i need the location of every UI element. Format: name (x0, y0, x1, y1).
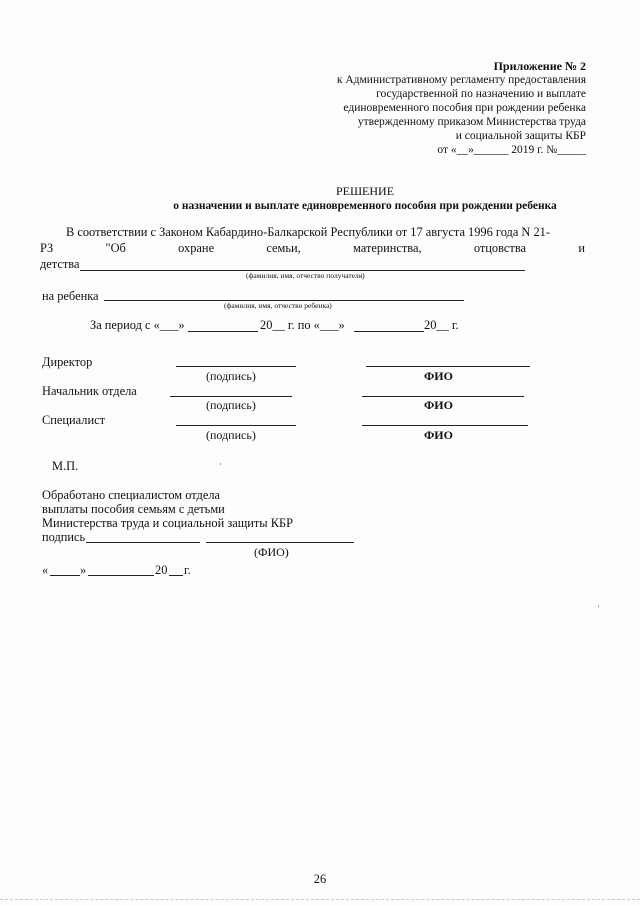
body-word: отцовства (473, 241, 527, 255)
period-year-end: 20__ г. (424, 318, 459, 332)
decision-title: РЕШЕНИЕ (335, 184, 395, 198)
fio-hint: ФИО (424, 398, 453, 412)
processed-line: Министерства труда и социальной защиты КБР (42, 516, 293, 530)
appendix-line: единовременного пособия при рождении ребенка (343, 102, 586, 114)
processed-date-year: 20 (155, 563, 168, 577)
period-to-month-line[interactable] (354, 331, 424, 332)
processed-line: Обработано специалистом отдела (42, 488, 221, 502)
department-head-fio-line[interactable] (362, 396, 524, 397)
processed-sign-label: подпись (42, 530, 86, 544)
director-signature-line[interactable] (176, 366, 296, 367)
role-specialist: Специалист (42, 413, 105, 427)
body-word: семьи, (266, 241, 301, 255)
child-label: на ребенка (42, 289, 99, 303)
body-line-1: В соответствии с Законом Кабардино-Балкарской Республики от 17 августа 1996 года N 21- (66, 225, 550, 239)
processed-day-line[interactable] (50, 575, 80, 576)
page-number: 26 (313, 872, 327, 886)
appendix-title: Приложение № 2 (493, 59, 586, 73)
body-word: материнства, (353, 241, 422, 255)
fio-hint: ФИО (424, 428, 453, 442)
specialist-fio-line[interactable] (362, 425, 528, 426)
recipient-label: детства (40, 257, 80, 271)
fio-hint: ФИО (424, 369, 453, 383)
appendix-line: утвержденному приказом Министерства труда (357, 116, 586, 128)
period-to: 20__ г. по «___» (260, 318, 345, 332)
director-fio-line[interactable] (366, 366, 530, 367)
recipient-hint: (фамилия, имя, отчество получателя) (246, 271, 365, 280)
child-hint: (фамилия, имя, отчество ребенка) (224, 301, 332, 310)
body-line-2 (40, 241, 585, 256)
department-head-signature-line[interactable] (170, 396, 292, 397)
body-word: охране (178, 241, 215, 255)
scan-speck (220, 463, 221, 465)
processed-month-line[interactable] (88, 575, 154, 576)
scan-bottom-edge (0, 899, 640, 900)
signature-hint: (подпись) (206, 398, 256, 412)
specialist-signature-line[interactable] (176, 425, 296, 426)
signature-hint: (подпись) (206, 428, 256, 442)
processed-date-mid: » (80, 563, 87, 577)
period-from: За период с «___» (90, 318, 185, 332)
signature-hint: (подпись) (206, 369, 256, 383)
appendix-line: и социальной защиты КБР (455, 130, 586, 142)
processed-fio-line[interactable] (206, 542, 354, 543)
body-word: РЗ (40, 241, 54, 255)
period-from-month-line[interactable] (188, 331, 258, 332)
processed-year-line[interactable] (169, 575, 183, 576)
appendix-line: государственной по назначению и выплате (376, 88, 586, 100)
decision-subtitle: о назначении и выплате единовременного пособия при рождении ребенка (173, 200, 557, 212)
stamp-placeholder: М.П. (52, 459, 79, 473)
appendix-line: к Административному регламенту предоставления (336, 74, 586, 86)
body-word: "Об (105, 241, 126, 255)
processed-signature-line[interactable] (86, 542, 200, 543)
appendix-date-line: от «__»______ 2019 г. №_____ (437, 144, 586, 156)
role-director: Директор (42, 355, 93, 369)
role-department-head: Начальник отдела (42, 384, 137, 398)
processed-date-open: « (42, 563, 49, 577)
scan-speck (598, 605, 599, 607)
processed-line: выплаты пособия семьям с детьми (42, 502, 225, 516)
body-word: и (578, 241, 585, 255)
processed-date-end: г. (184, 563, 191, 577)
processed-fio-hint: (ФИО) (254, 545, 289, 559)
